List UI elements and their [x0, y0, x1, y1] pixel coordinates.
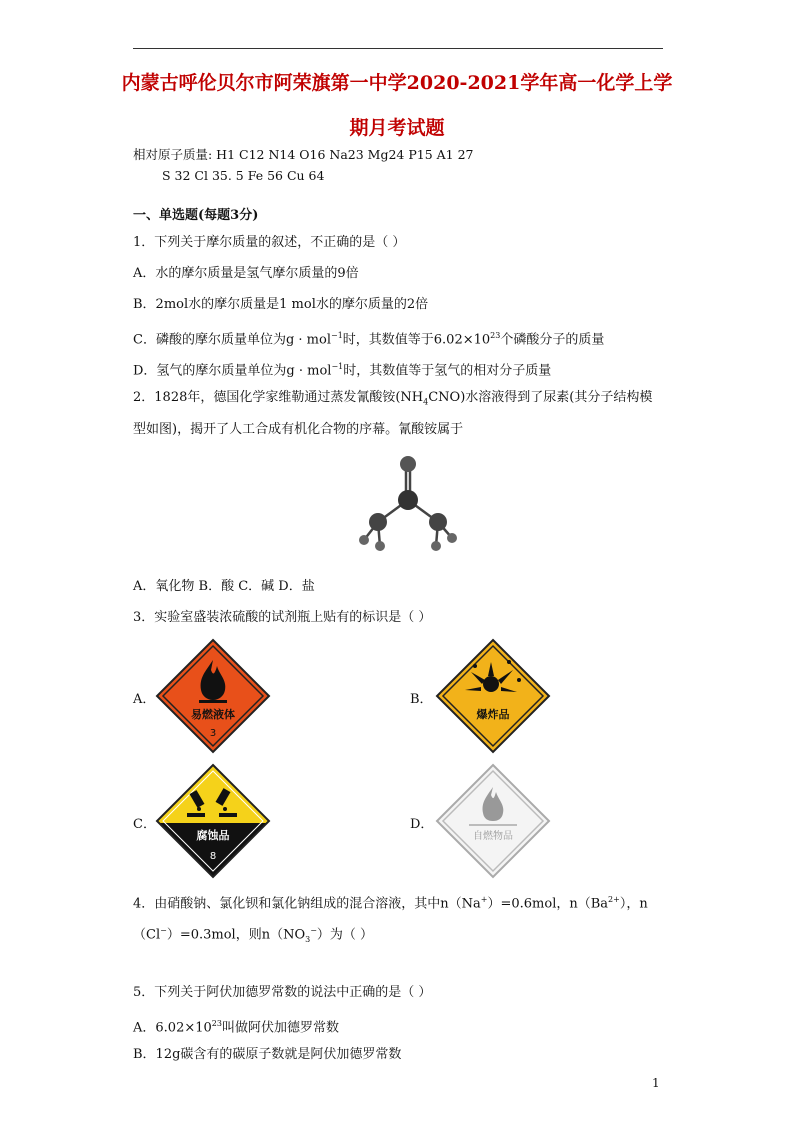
q4-stem-line1: 4．由硝酸钠、氯化钡和氯化钠组成的混合溶液，其中n（Na+）=0.6mol，$n(Ba^{2+})$，n [133, 895, 648, 912]
q5-option-b: B．12g碳含有的碳原子数就是阿伏加德罗常数 [133, 1047, 402, 1062]
svg-text:腐蚀品: 腐蚀品 [196, 829, 230, 842]
section-heading: 一、单选题(每题3分) [133, 208, 259, 223]
spontaneous-combustion-sign [435, 763, 551, 879]
svg-text:自燃物品: 自燃物品 [473, 831, 513, 842]
explosive-sign [435, 638, 551, 754]
q2-stem-line2: 型如图)，揭开了人工合成有机化合物的序幕。氰酸铵属于 [133, 422, 464, 437]
document-title-line1: 内蒙古呼伦贝尔市阿荣旗第一中学2020-2021学年高一化学上学 [121, 72, 673, 94]
atomic-masses-line2: S 32 Cl 35. 5 Fe 56 Cu 64 [162, 168, 325, 183]
q3-option-c-label: C． [133, 817, 156, 832]
q3-option-d-label: D． [410, 817, 434, 832]
q1-option-d: D．氢气的摩尔质量单位为g · mol$^{-1}$时，其数值等于氢气的相对分子质量 [133, 362, 552, 379]
corrosive-sign [155, 763, 271, 879]
svg-text:3: 3 [209, 728, 217, 739]
q5-stem: 5．下列关于阿伏加德罗常数的说法中正确的是（ ） [133, 985, 432, 1000]
flammable-liquid-sign [155, 638, 271, 754]
header-rule [133, 48, 663, 49]
q2-options: A．氧化物 B．酸 C．碱 D．盐 [133, 579, 315, 594]
svg-text:8: 8 [209, 851, 217, 862]
q3-stem: 3．实验室盛装浓硫酸的试剂瓶上贴有的标识是（ ） [133, 610, 432, 625]
q3-option-a-label: A． [133, 692, 156, 707]
q1-option-a: A．水的摩尔质量是氢气摩尔质量的9倍 [133, 266, 359, 281]
q1-option-b: B．2mol水的摩尔质量是1 mol水的摩尔质量的2倍 [133, 297, 429, 312]
q5-option-a: A．$6.02\times 10^{23}$叫做阿伏加德罗常数 [133, 1019, 339, 1036]
q3-option-b-label: B． [410, 692, 433, 707]
q1-stem: 1．下列关于摩尔质量的叙述，不正确的是（ ） [133, 235, 406, 250]
svg-text:易燃液体: 易燃液体 [191, 708, 235, 721]
urea-molecule-model [350, 450, 460, 560]
q1-option-c: C．磷酸的摩尔质量单位为g · mol$^{-1}$时，其数值等于$6.02\times 10^{23}$个磷酸分子的质量 [133, 331, 605, 348]
atomic-masses-line1: 相对原子质量: H1 C12 N14 O16 Na23 Mg24 P15 A1 27 [133, 147, 474, 162]
svg-text:爆炸品: 爆炸品 [476, 708, 510, 721]
q2-stem-line1: 2．1828年，德国化学家维勒通过蒸发氰酸铵$(NH_4CNO)$水溶液得到了尿素(其分子结构模 [133, 390, 653, 407]
document-title-line2: 期月考试题 [349, 117, 445, 139]
q4-stem-line2: （Cl−）=0.3mol，则$n(NO_3^-)$为（ ） [133, 926, 374, 944]
page-number: 1 [652, 1076, 660, 1090]
